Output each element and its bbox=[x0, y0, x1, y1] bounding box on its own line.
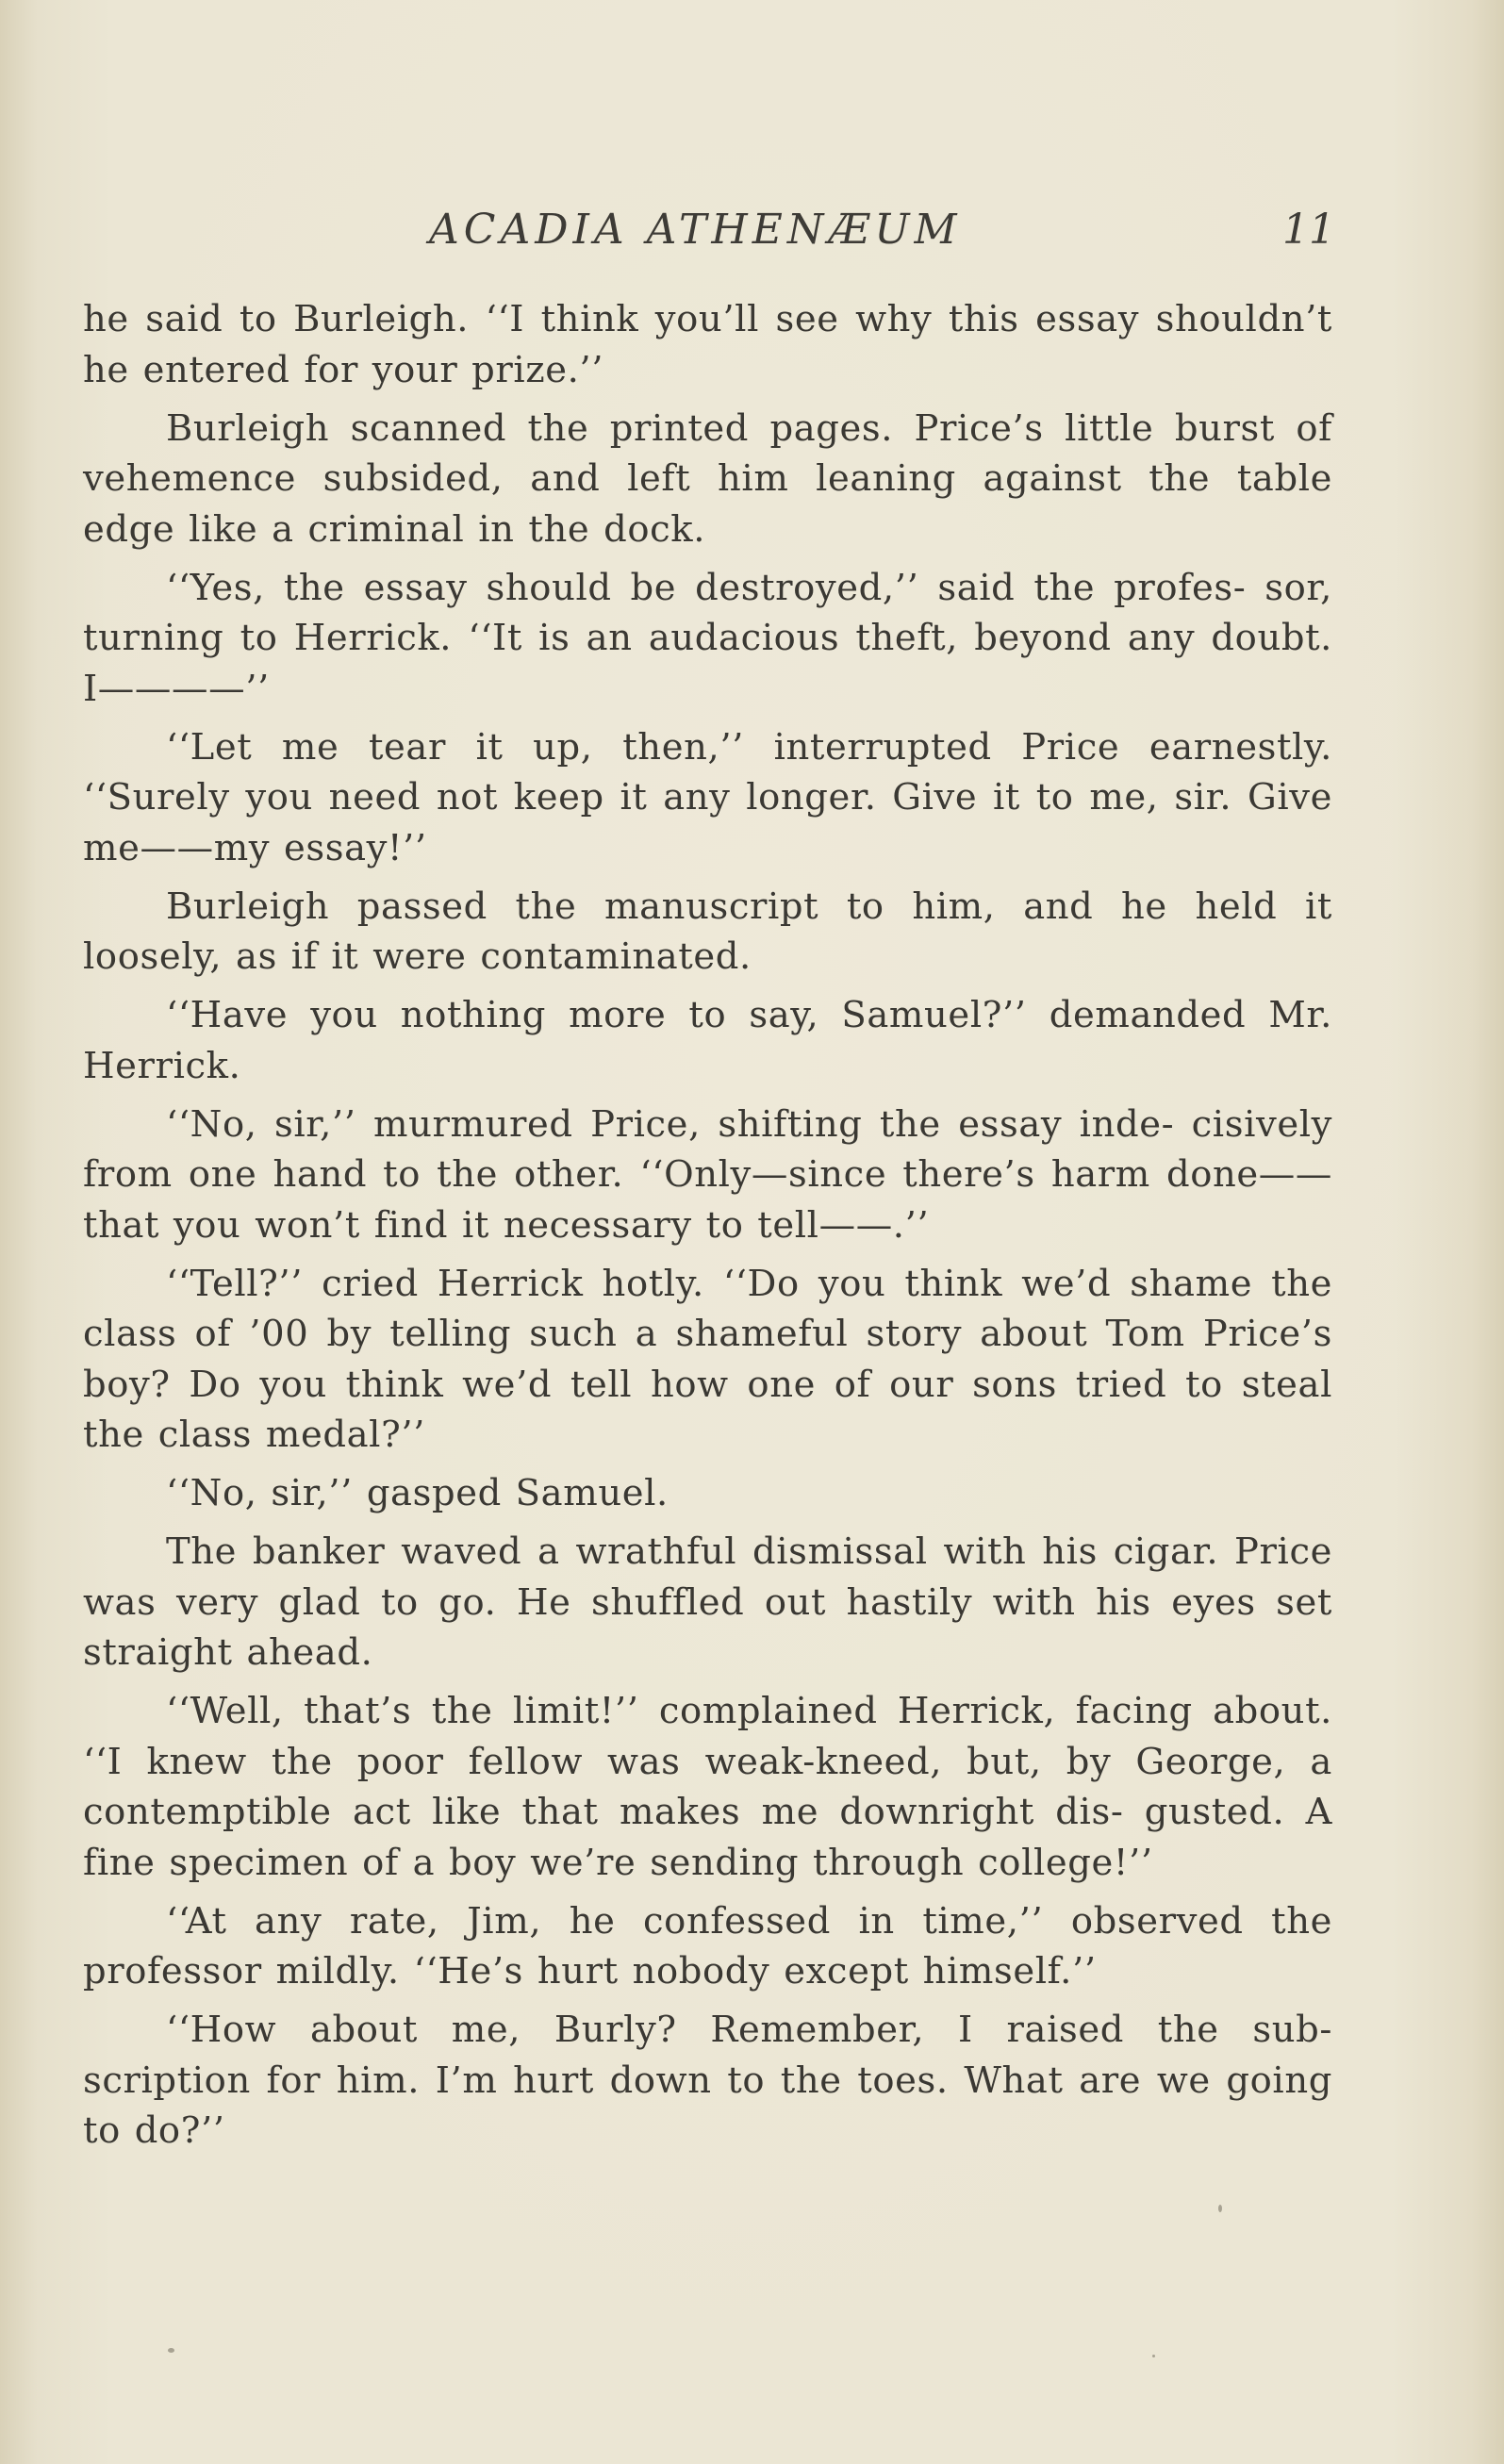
paragraph-1: he said to Burleigh. ‘‘I think you’ll see why this essay shouldn’t he entered for your prize.’’ bbox=[83, 298, 1332, 391]
body-text bbox=[83, 294, 1332, 2164]
running-head bbox=[0, 206, 1504, 262]
running-title: ACADIA ATHENÆUM bbox=[429, 206, 962, 254]
paragraph-2: Burleigh scanned the printed pages. Price’s little burst of vehemence subsided, and left him leaning against the table edge like a criminal in the dock. bbox=[83, 406, 1332, 551]
paragraph-5: Burleigh passed the manuscript to him, and he held it loosely, as if it were contaminated. bbox=[83, 885, 1332, 978]
paper-speck bbox=[1218, 2205, 1222, 2212]
page-number: 11 bbox=[1282, 206, 1335, 254]
paragraph-9: ‘‘No, sir,’’ gasped Samuel. bbox=[166, 1472, 669, 1514]
paragraph-12: ‘‘At any rate, Jim, he confessed in time,’’ observed the professor mildly. ‘‘He’s hurt nobody except himself.’’ bbox=[83, 1899, 1332, 1993]
paragraph-13: ‘‘How about me, Burly? Remember, I raised the sub- scription for him. I’m hurt down to the toes. What are we going to do?’’ bbox=[83, 2009, 1332, 2152]
paragraph-3: ‘‘Yes, the essay should be destroyed,’’ said the profes- sor, turning to Herrick. ‘‘It is an audacious theft, beyond any doubt. I————’’ bbox=[83, 566, 1332, 710]
paragraph-8: ‘‘Tell?’’ cried Herrick hotly. ‘‘Do you think we’d shame the class of ’00 by telling such a shameful story about Tom Price’s boy? Do you think we’d tell how one of our sons tried to steal the class medal?’’ bbox=[83, 1262, 1332, 1456]
paragraph-4: ‘‘Let me tear it up, then,’’ interrupted Price earnestly. ‘‘Surely you need not keep it any longer. Give it to me, sir. Give me——my essay!’’ bbox=[83, 725, 1332, 869]
paper-speck bbox=[168, 2348, 174, 2353]
paragraph-7: ‘‘No, sir,’’ murmured Price, shifting the essay inde- cisively from one hand to the other. ‘‘Only—since there’s harm done——that you won’t find it necessary to tell——.’’ bbox=[83, 1102, 1332, 1247]
paragraph-11: ‘‘Well, that’s the limit!’’ complained Herrick, facing about. ‘‘I knew the poor fellow was weak-kneed, but, by George, a contemptible act like that makes me downright dis- gusted. A fine specimen of a boy we’re sending through college!’’ bbox=[83, 1690, 1332, 1884]
paper-speck bbox=[1152, 2355, 1155, 2357]
paragraph-6: ‘‘Have you nothing more to say, Samuel?’’ demanded Mr. Herrick. bbox=[83, 994, 1332, 1087]
paragraph-10: The banker waved a wrathful dismissal with his cigar. Price was very glad to go. He shuffled out hastily with his eyes set straight ahead. bbox=[83, 1530, 1332, 1674]
